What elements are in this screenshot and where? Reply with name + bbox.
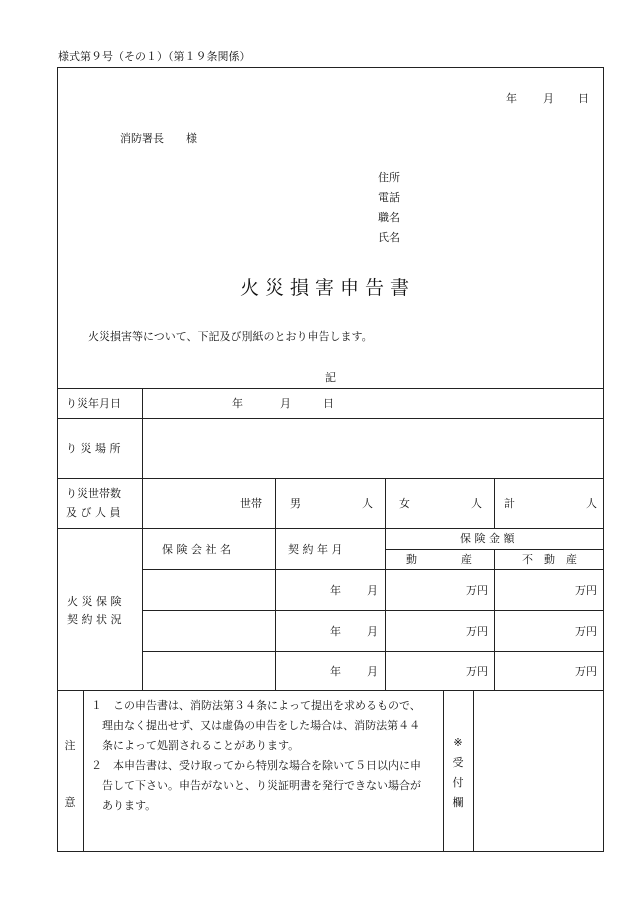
rule [385,478,386,690]
reception-mark: ※ [453,736,463,749]
rule [57,478,604,479]
note-line: 告して下さい。申告がないと、り災証明書を発行できない場合が [91,779,421,792]
rule [142,610,604,611]
rule [142,388,143,690]
rule [57,528,604,529]
addressee: 消防署長 様 [120,132,197,145]
phone-label: 電話 [378,191,400,204]
rule [275,478,276,690]
rule [494,478,495,528]
company-header: 保 険 会 社 名 [162,543,231,556]
date-month-label: 月 [543,92,554,105]
female-unit: 人 [471,497,482,510]
note-line: １ この申告書は、消防法第３４条によって提出を求めるもので、 [91,699,421,712]
note-line: ２ 本申告書は、受け取ってから特別な場合を除いて５日以内に申 [91,759,421,772]
contract-header: 契 約 年 月 [288,543,343,556]
address-label: 住所 [378,171,400,184]
notes-label-top: 注 [64,739,76,752]
ins-row-realestate-unit: 万円 [575,625,597,638]
ki-label: 記 [325,371,336,384]
rule [83,690,84,852]
page-title: 火災損害申告書 [240,277,416,299]
male-label: 男 [290,497,301,510]
rule [57,388,604,389]
ins-row-movable-unit: 万円 [466,665,488,678]
rule [142,651,604,652]
female-label: 女 [399,497,410,510]
note-line: 条によって処罰されることがあります。 [91,739,300,752]
date-day-label: 日 [578,92,589,105]
rule [473,690,474,852]
amount-header: 保 険 金 額 [460,532,515,545]
disaster-place-label: り 災 場 所 [66,442,121,455]
rule [142,569,604,570]
reception-label-char: 欄 [452,796,464,809]
ins-row-year: 年 [330,625,341,638]
disaster-date-label: り災年月日 [66,397,121,410]
ins-row-month: 月 [367,625,378,638]
reception-label-char: 付 [452,776,464,789]
total-unit: 人 [586,497,597,510]
ins-row-month: 月 [367,584,378,597]
position-label: 職名 [378,211,400,224]
notes-label-bottom: 意 [64,796,76,809]
ins-row-realestate-unit: 万円 [575,584,597,597]
rule [443,690,444,852]
rule [494,549,495,690]
ins-row-movable-unit: 万円 [466,584,488,597]
note-line: あります。 [91,799,157,812]
ins-row-year: 年 [330,584,341,597]
household-label-line1: り災世帯数 [66,487,121,500]
total-label: 計 [504,497,515,510]
intro-text: 火災損害等について、下記及び別紙のとおり申告します。 [88,330,373,343]
rule [57,418,604,419]
rule [57,690,604,691]
male-unit: 人 [362,497,373,510]
ins-row-movable-unit: 万円 [466,625,488,638]
disaster-date-month: 月 [280,397,291,410]
disaster-date-day: 日 [323,397,334,410]
note-line: 理由なく提出せず、又は虚偽の申告をした場合は、消防法第４４ [91,719,421,732]
ins-row-year: 年 [330,665,341,678]
name-label: 氏名 [378,231,400,244]
household-label-line2: 及 び 人 員 [66,506,121,519]
ins-row-month: 月 [367,665,378,678]
form-number: 様式第９号（その１）（第１９条関係） [58,50,251,63]
households-unit: 世帯 [240,497,262,510]
realestate-header: 不 動 産 [522,553,577,566]
disaster-date-year: 年 [232,397,243,410]
insurance-label-line2: 契 約 状 況 [67,613,122,626]
movable-header: 動 産 [406,553,472,566]
insurance-label-line1: 火 災 保 険 [67,595,122,608]
ins-row-realestate-unit: 万円 [575,665,597,678]
date-year-label: 年 [506,92,517,105]
reception-label-char: 受 [452,756,464,769]
